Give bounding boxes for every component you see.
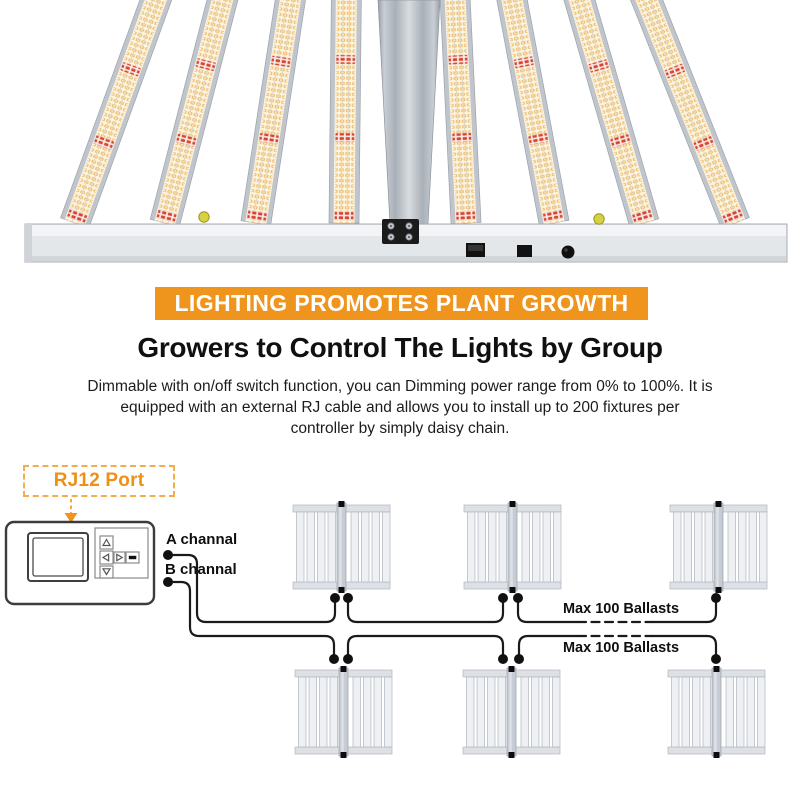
- connection-dot: [330, 593, 340, 603]
- light-bar: [329, 0, 362, 223]
- max-ballasts-bottom-label: Max 100 Ballasts: [562, 640, 680, 656]
- page-title: Growers to Control The Lights by Group: [137, 332, 663, 363]
- max-ballasts-top-label: Max 100 Ballasts: [562, 601, 680, 617]
- banner: [155, 287, 648, 320]
- description: [50, 377, 750, 439]
- wingnut: [199, 212, 209, 222]
- up-button: [100, 536, 113, 549]
- rail-port-small: [517, 245, 532, 257]
- connection-dot: [498, 593, 508, 603]
- description-line: controller by simply daisy chain.: [290, 419, 510, 437]
- connection-dot: [514, 654, 524, 664]
- light-bar: [241, 0, 312, 225]
- daisy-chain-wire: [348, 636, 503, 659]
- rj12-port-callout: [23, 465, 175, 497]
- controller-screen: [28, 533, 88, 581]
- description-line: equipped with an external RJ cable and allows you to install up to 200 fixtures per: [120, 398, 680, 416]
- connection-dot: [343, 593, 353, 603]
- controller-device: [6, 522, 154, 604]
- connection-dot: [163, 550, 173, 560]
- light-fixture: [463, 666, 560, 758]
- connection-dot: [513, 593, 523, 603]
- connection-dot: [329, 654, 339, 664]
- connection-dot: [163, 577, 173, 587]
- power-spine: [378, 0, 440, 224]
- light-bar: [555, 0, 659, 227]
- rail-port-inner: [468, 245, 483, 251]
- light-fixture: [464, 501, 561, 593]
- rj12-arrow: [65, 499, 78, 523]
- description-line: Dimmable with on/off switch function, you can Dimming power range from 0% to 100%. It is: [87, 378, 713, 395]
- connection-dot: [498, 654, 508, 664]
- controller-buttons: [95, 528, 148, 578]
- wire-connector-block: [382, 219, 419, 244]
- dimmer-knob: [562, 246, 575, 259]
- connection-dot: [711, 593, 721, 603]
- connection-dot: [711, 654, 721, 664]
- light-fixture: [293, 501, 390, 593]
- light-bar: [490, 0, 569, 226]
- daisy-chain-wire: [348, 598, 503, 622]
- light-fixture: [670, 501, 767, 593]
- light-bar: [438, 0, 481, 224]
- rj12-port-label: RJ12 Port: [53, 470, 145, 491]
- channel-a-label: A channal: [166, 531, 238, 548]
- grow-light-photo: [0, 0, 800, 285]
- light-bar: [150, 0, 246, 227]
- banner-text: LIGHTING PROMOTES PLANT GROWTH: [174, 290, 629, 316]
- channel-b-label: B channal: [165, 561, 237, 578]
- light-fixture: [668, 666, 765, 758]
- channel-b-wire: [168, 582, 334, 659]
- wingnut: [594, 214, 604, 224]
- light-fixture: [295, 666, 392, 758]
- dimmer-knob-highlight: [564, 248, 568, 252]
- down-button: [100, 566, 113, 578]
- connection-dot: [343, 654, 353, 664]
- minus-icon: [129, 556, 137, 559]
